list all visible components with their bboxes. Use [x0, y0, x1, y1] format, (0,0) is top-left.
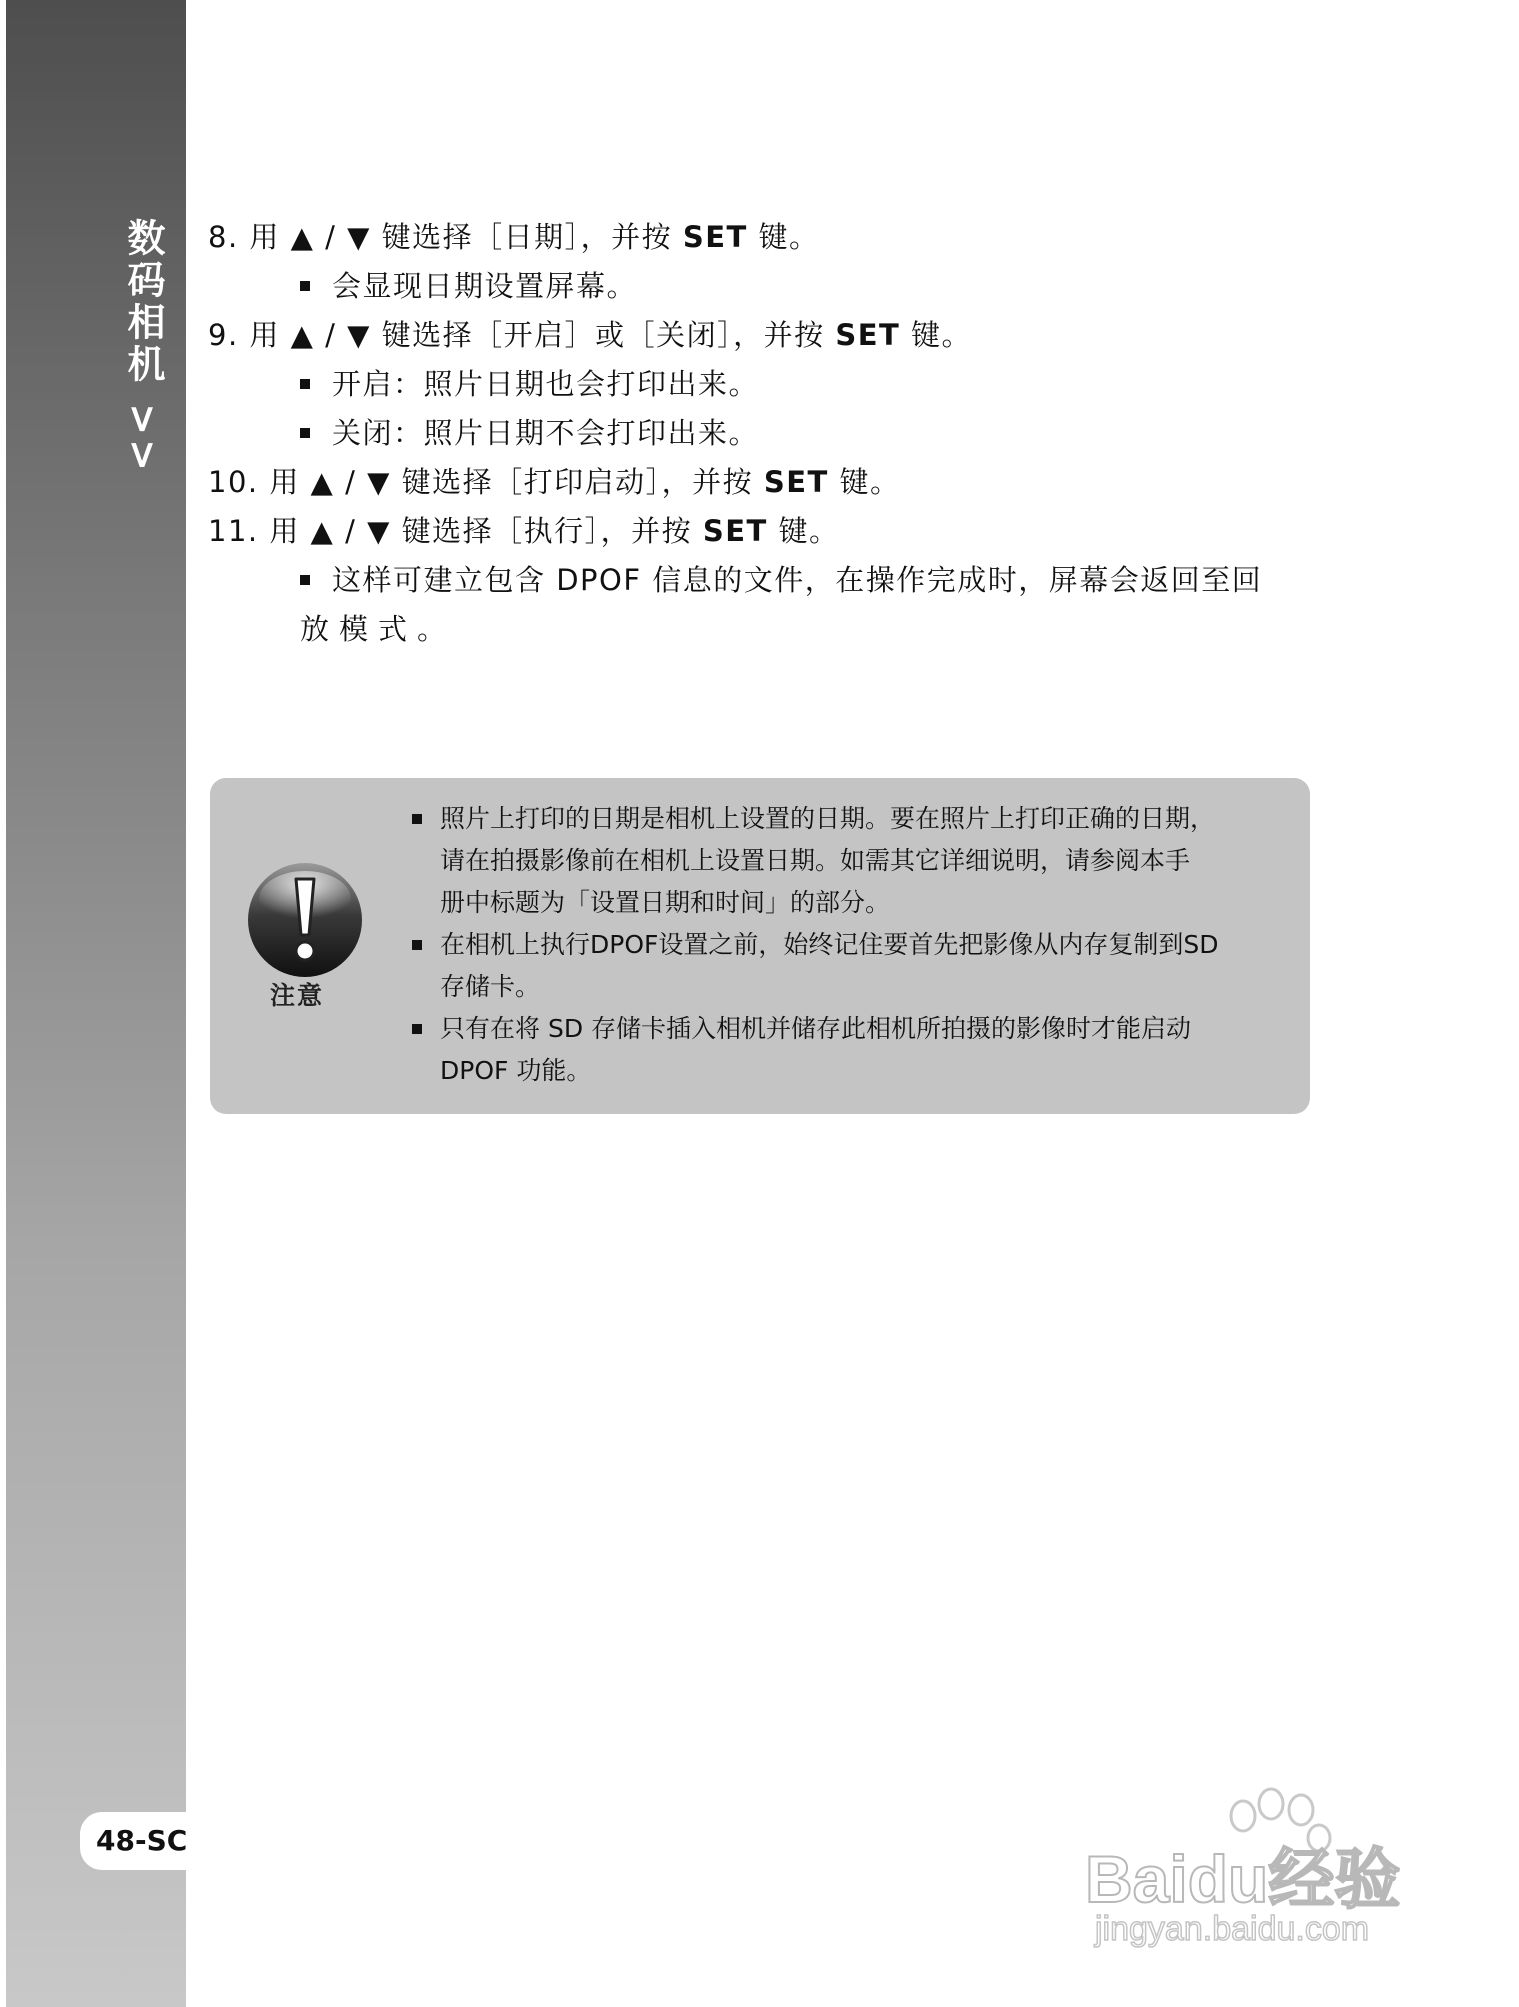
step-10: 10. 用 ▲ / ▼ 键选择［打印启动］，并按 SET 键。	[208, 465, 901, 499]
notice-text: 存储卡。	[440, 972, 541, 1001]
section-title: 数码相机 >>	[121, 218, 165, 475]
notice-line	[412, 1050, 1292, 1092]
step-9-note-on: 开启：照片日期也会打印出来。	[208, 360, 1338, 409]
bullet-icon	[412, 1024, 422, 1034]
step-9: 9. 用 ▲ / ▼ 键选择［开启］或［关闭］，并按 SET 键。	[208, 318, 973, 352]
notice-line	[412, 840, 1292, 882]
notice-text: DPOF 功能。	[440, 1056, 592, 1085]
notice-text: 只有在将 SD 存储卡插入相机并储存此相机所拍摄的影像时才能启动	[440, 1014, 1192, 1043]
step-8: 8. 用 ▲ / ▼ 键选择［日期］，并按 SET 键。	[208, 220, 820, 254]
notice-label: 注意	[270, 981, 325, 1010]
watermark-brand: Baidu经验	[1085, 1842, 1401, 1916]
baidu-jingyan-watermark	[1075, 1780, 1435, 1950]
exclamation-icon	[246, 861, 364, 979]
step-9-note-off: 关闭：照片日期不会打印出来。	[208, 409, 1338, 458]
notice-line	[412, 798, 1292, 840]
notice-list	[412, 798, 1292, 1092]
step-11: 11. 用 ▲ / ▼ 键选择［执行］，并按 SET 键。	[208, 514, 840, 548]
bullet-icon	[412, 940, 422, 950]
bullet-icon	[412, 814, 422, 824]
page-number: 48-SC	[80, 1812, 188, 1870]
watermark-url: jingyan.baidu.com	[1095, 1910, 1370, 1948]
notice-line	[412, 924, 1292, 966]
notice-line	[412, 882, 1292, 924]
steps-list	[208, 213, 1338, 654]
bullet-icon	[300, 428, 310, 438]
notice-text: 在相机上执行DPOF设置之前，始终记住要首先把影像从内存复制到SD	[440, 930, 1219, 959]
notice-line	[412, 966, 1292, 1008]
notice-text: 请在拍摄影像前在相机上设置日期。如需其它详细说明，请参阅本手	[440, 846, 1191, 875]
bullet-icon	[300, 379, 310, 389]
notice-text: 册中标题为「设置日期和时间」的部分。	[440, 888, 891, 917]
bullet-icon	[300, 281, 310, 291]
bullet-icon	[300, 575, 310, 585]
step-11-note-continued: 放模式。	[300, 612, 457, 646]
notice-box	[210, 778, 1310, 1114]
notice-text: 照片上打印的日期是相机上设置的日期。要在照片上打印正确的日期，	[440, 804, 1216, 833]
step-11-note: 这样可建立包含 DPOF 信息的文件，在操作完成时，屏幕会返回至回	[208, 556, 1338, 605]
step-8-note: 会显现日期设置屏幕。	[208, 262, 1338, 311]
notice-line	[412, 1008, 1292, 1050]
sidebar	[6, 0, 186, 2007]
